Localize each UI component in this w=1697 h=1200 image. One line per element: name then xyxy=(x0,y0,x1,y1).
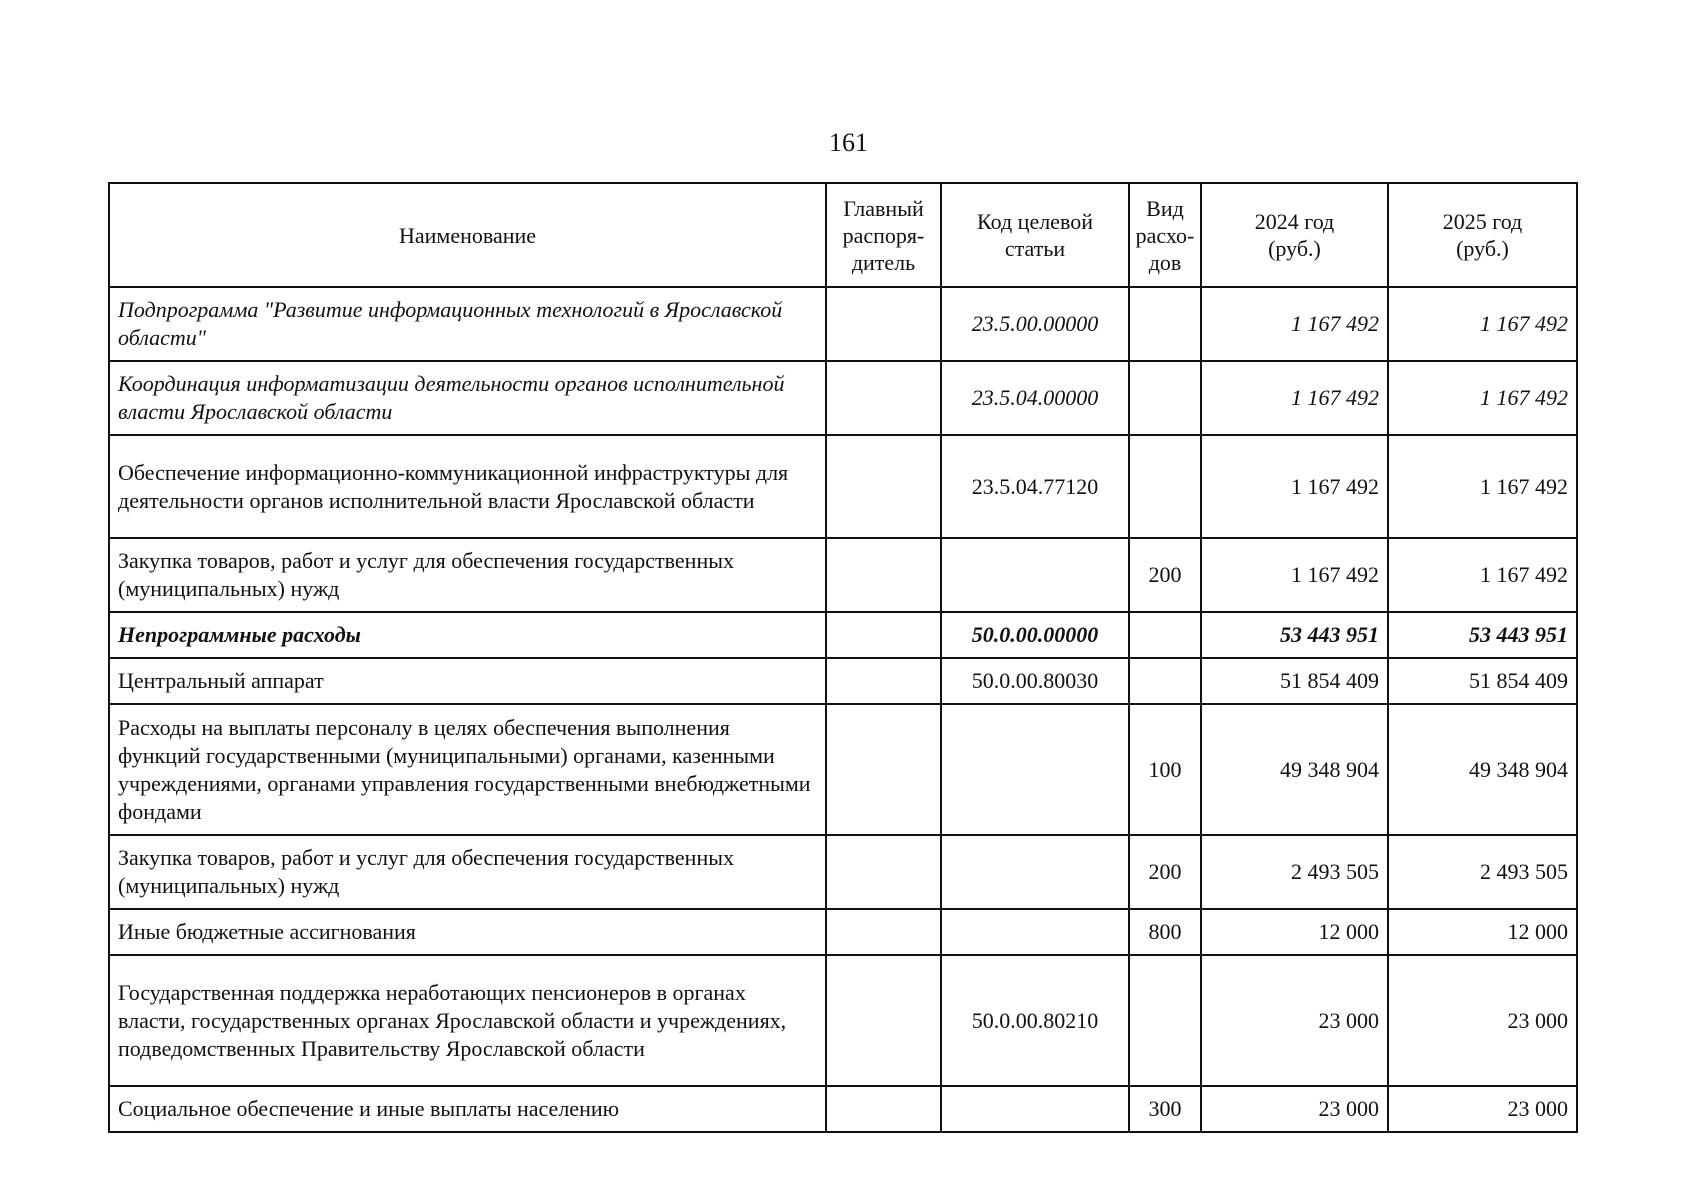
cell-y2025: 49 348 904 xyxy=(1388,704,1577,835)
cell-name: Обеспечение информационно-коммуникационной инфраструктуры для деятельности органов исполнительной власти Ярославской области xyxy=(109,435,826,538)
table-body xyxy=(109,287,1577,1132)
cell-y2024: 23 000 xyxy=(1201,955,1388,1086)
cell-manager xyxy=(826,538,941,612)
cell-code xyxy=(941,835,1129,909)
budget-table xyxy=(108,182,1578,1133)
cell-manager xyxy=(826,287,941,361)
cell-manager xyxy=(826,658,941,704)
cell-code: 50.0.00.80030 xyxy=(941,658,1129,704)
cell-y2024: 23 000 xyxy=(1201,1086,1388,1132)
cell-y2024: 1 167 492 xyxy=(1201,287,1388,361)
cell-code xyxy=(941,909,1129,955)
cell-type xyxy=(1129,435,1201,538)
cell-y2025: 1 167 492 xyxy=(1388,538,1577,612)
table-row xyxy=(109,955,1577,1086)
table-row xyxy=(109,361,1577,435)
header-name: Наименование xyxy=(109,183,826,287)
cell-type: 200 xyxy=(1129,538,1201,612)
table-header-row xyxy=(109,183,1577,287)
cell-name: Иные бюджетные ассигнования xyxy=(109,909,826,955)
cell-manager xyxy=(826,612,941,658)
cell-y2025: 53 443 951 xyxy=(1388,612,1577,658)
cell-y2024: 49 348 904 xyxy=(1201,704,1388,835)
cell-code xyxy=(941,538,1129,612)
cell-type: 800 xyxy=(1129,909,1201,955)
cell-y2024: 53 443 951 xyxy=(1201,612,1388,658)
cell-y2024: 1 167 492 xyxy=(1201,435,1388,538)
cell-code xyxy=(941,704,1129,835)
header-manager: Главный распоря- дитель xyxy=(826,183,941,287)
cell-type xyxy=(1129,955,1201,1086)
cell-name: Закупка товаров, работ и услуг для обеспечения государственных (муниципальных) нужд xyxy=(109,835,826,909)
header-2024: 2024 год (руб.) xyxy=(1201,183,1388,287)
table-row xyxy=(109,658,1577,704)
cell-code: 23.5.00.00000 xyxy=(941,287,1129,361)
cell-name: Социальное обеспечение и иные выплаты населению xyxy=(109,1086,826,1132)
cell-type xyxy=(1129,361,1201,435)
cell-name: Непрограммные расходы xyxy=(109,612,826,658)
cell-name: Расходы на выплаты персоналу в целях обеспечения выполнения функций государственными (муниципальными) органами, казенными учреждениями, органами управления государственными внебюджетными фондами xyxy=(109,704,826,835)
cell-type xyxy=(1129,658,1201,704)
cell-code: 50.0.00.80210 xyxy=(941,955,1129,1086)
cell-manager xyxy=(826,909,941,955)
cell-y2025: 1 167 492 xyxy=(1388,361,1577,435)
cell-name: Государственная поддержка неработающих пенсионеров в органах власти, государственных органах Ярославской области и учреждениях, подведомственных Правительству Ярославской области xyxy=(109,955,826,1086)
cell-manager xyxy=(826,835,941,909)
table-row xyxy=(109,538,1577,612)
cell-y2025: 2 493 505 xyxy=(1388,835,1577,909)
cell-type: 300 xyxy=(1129,1086,1201,1132)
table-row xyxy=(109,435,1577,538)
header-type: Вид расхо- дов xyxy=(1129,183,1201,287)
cell-code: 23.5.04.77120 xyxy=(941,435,1129,538)
cell-code: 50.0.00.00000 xyxy=(941,612,1129,658)
cell-manager xyxy=(826,435,941,538)
cell-y2024: 1 167 492 xyxy=(1201,361,1388,435)
page-number: 161 xyxy=(829,128,868,157)
cell-y2025: 23 000 xyxy=(1388,955,1577,1086)
table-row xyxy=(109,287,1577,361)
cell-y2024: 12 000 xyxy=(1201,909,1388,955)
cell-y2024: 51 854 409 xyxy=(1201,658,1388,704)
cell-y2025: 12 000 xyxy=(1388,909,1577,955)
cell-name: Закупка товаров, работ и услуг для обеспечения государственных (муниципальных) нужд xyxy=(109,538,826,612)
cell-name: Центральный аппарат xyxy=(109,658,826,704)
cell-y2025: 1 167 492 xyxy=(1388,435,1577,538)
cell-y2024: 2 493 505 xyxy=(1201,835,1388,909)
cell-code xyxy=(941,1086,1129,1132)
table-row xyxy=(109,909,1577,955)
table-row xyxy=(109,835,1577,909)
cell-name: Подпрограмма "Развитие информационных технологий в Ярославской области" xyxy=(109,287,826,361)
cell-type xyxy=(1129,287,1201,361)
table-row xyxy=(109,612,1577,658)
cell-y2025: 51 854 409 xyxy=(1388,658,1577,704)
cell-type: 100 xyxy=(1129,704,1201,835)
cell-type xyxy=(1129,612,1201,658)
header-2025: 2025 год (руб.) xyxy=(1388,183,1577,287)
cell-name: Координация информатизации деятельности органов исполнительной власти Ярославской области xyxy=(109,361,826,435)
cell-manager xyxy=(826,704,941,835)
cell-manager xyxy=(826,1086,941,1132)
cell-type: 200 xyxy=(1129,835,1201,909)
table-row xyxy=(109,704,1577,835)
cell-manager xyxy=(826,955,941,1086)
header-code: Код целевой статьи xyxy=(941,183,1129,287)
cell-y2025: 23 000 xyxy=(1388,1086,1577,1132)
cell-manager xyxy=(826,361,941,435)
cell-code: 23.5.04.00000 xyxy=(941,361,1129,435)
cell-y2024: 1 167 492 xyxy=(1201,538,1388,612)
table-row xyxy=(109,1086,1577,1132)
cell-y2025: 1 167 492 xyxy=(1388,287,1577,361)
